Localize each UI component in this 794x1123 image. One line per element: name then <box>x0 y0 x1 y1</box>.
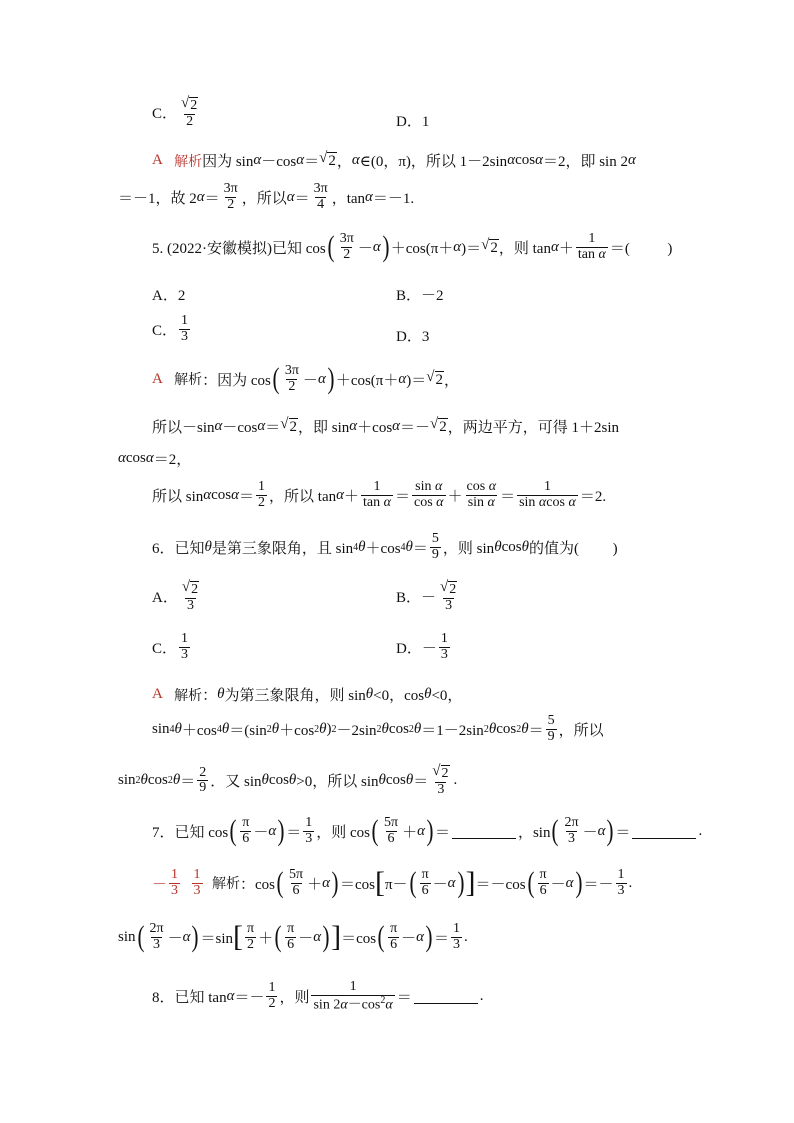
q7-solution-1: － $\frac{1}{3}$ $\frac{1}{3}$ 解析 ：cos ( $\frac{5\pi}{6}$ ＋ α ) ＝cos [ π－ ( $\frac{\pi}{6}$ － α ) ] ＝－cos ( $\frac{\pi}{6}$ － α ) ＝－ $\frac{1}{3}$ . <box>152 866 633 900</box>
option-c-label: C． <box>152 106 178 123</box>
q7-solution-2: sin ( $\frac{2\pi}{3}$ － α ) ＝sin [ $\frac{\pi}{2}$ ＋ ( $\frac{\pi}{6}$ － α ) ] ＝cos ( $\frac{\pi}{6}$ － α ) ＝ $\frac{1}{3}$ . <box>118 920 468 954</box>
q6-option-b: B．－ √ 2 3 <box>396 579 457 614</box>
solution-line-1: A 解析 因为 sin α －cos α ＝ √ 2 ， α ∈(0，π)，所以 1－2sin α cos α ＝2，即 sin 2 α <box>152 149 636 170</box>
q6-solution-1: A 解析 ： θ 为第三象限角，则 sin θ <0，cos θ <0， <box>152 686 463 704</box>
question-5: 5. (2022·安徽模拟)已知 cos ( $\frac{3\pi}{2}$ － α ) ＋cos(π＋ α )＝ √ 2 ，则 tan α ＋ $\frac{1}{\text{tan α}}$ ＝( ) <box>152 230 673 264</box>
question-8: 8．已知 tan α ＝－ $\frac{1}{2}$ ，则 $\frac{1}{\sin 2\alpha-\cos^2\alpha}$ ＝ . <box>152 979 484 1013</box>
question-6: 6．已知 θ 是第三象限角，且 sin 4 θ ＋cos 4 θ ＝ $\frac{5}{9}$ ，则 sin θ cos θ 的值为( ) <box>152 531 618 562</box>
q6-solution-2: sin 4 θ ＋cos 4 θ ＝(sin 2 θ ＋cos 2 θ ) 2 －2sin 2 θ cos 2 θ ＝1－2sin 2 θ cos 2 θ ＝ $\frac{5}{9}$ ，所以 <box>152 713 604 744</box>
q5-option-d: D．3 <box>396 329 430 345</box>
q5-solution-1: A 解析 ：因为 cos ( $\frac{3\pi}{2}$ － α ) ＋cos(π＋ α )＝ √ 2 ， <box>152 362 460 396</box>
question-7: 7．已知 cos ( $\frac{\pi}{6}$ － α ) ＝ $\frac{1}{3}$ ，则 cos ( $\frac{5\pi}{6}$ ＋ α ) ＝ ，sin ( $\frac{2\pi}{3}$ － α ) ＝ . <box>152 814 703 848</box>
option-c-value: √ 2 2 <box>181 95 198 130</box>
q6-solution-3: sin 2 θ cos 2 θ ＝ $\frac{2}{9}$ ．又 sin θ cos θ >0，所以 sin θ cos θ ＝ √ 2 3 . <box>118 763 458 798</box>
q5-option-a: A．2 <box>152 288 186 304</box>
q5-solution-2: 所以－sin α －cos α ＝ √ 2 ，即 sin α ＋cos α ＝－ √ 2 ，两边平方，可得 1＋2sin <box>152 415 620 436</box>
q6-option-a: A． √ 2 3 <box>152 579 199 614</box>
q6-option-c: C． $\frac{1}{3}$ <box>152 631 189 662</box>
q6-option-d: D．－ $\frac{1}{3}$ <box>396 631 448 662</box>
q5-solution-4: 所以 sin α cos α ＝ $\frac{1}{2}$ ，所以 tan α ＋ $\frac{1}{\text{tan α}}$ ＝ $\frac{\text{sin α}}{\text{cos α}}$ ＋ $\frac{\text{cos α}}{\text{sin α}}$ ＝ $\frac{1}{\text{sin αcos α}}$ ＝2. <box>152 479 607 510</box>
answer-mark: A <box>152 152 163 168</box>
q5-option-c: C． $\frac{1}{3}$ <box>152 313 189 344</box>
solution-line-2: ＝－1，故 2 α ＝ $\frac{3\pi}{2}$ ，所以 α ＝ $\frac{3\pi}{4}$ ，tan α ＝－1. <box>118 181 415 212</box>
q5-option-b: B．－2 <box>396 288 444 304</box>
option-line-c-d-1 <box>152 96 202 130</box>
option-d-1: D．1 <box>396 114 430 130</box>
q5-solution-3: α cos α ＝2， <box>118 450 192 468</box>
